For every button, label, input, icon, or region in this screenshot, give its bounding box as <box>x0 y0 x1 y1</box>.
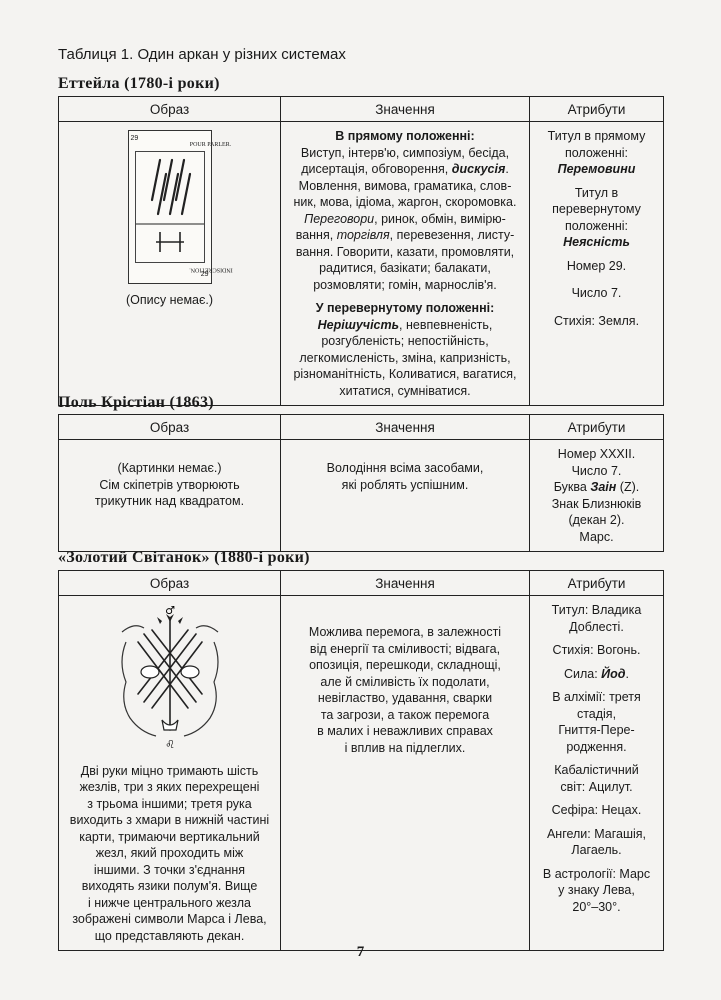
christian-meaning-line: які роблять успішним. <box>341 477 469 492</box>
gd-image-line: жезлів, три з яких перехрещені <box>79 780 260 794</box>
golden-dawn-card-image <box>112 602 228 752</box>
section-title-etteilla: Еттейла (1780-і роки) <box>58 75 220 92</box>
upright-heading: В прямому положенні: <box>335 129 475 143</box>
attr-number: Номер XXXII. <box>557 447 636 461</box>
attr-title-reversed-label: Титул в перевернутому положенні: <box>552 185 641 233</box>
attr-force: Сила: Йод. <box>563 666 630 681</box>
christian-table <box>58 414 664 552</box>
gd-image-line: з трьома іншими; третя рука <box>87 796 252 811</box>
mars-symbol: ♂ <box>164 604 175 617</box>
attr-title: Титул: Владика <box>551 603 642 617</box>
section-title-christian: Поль Крістіан (1863) <box>58 394 214 411</box>
page-title: Таблиця 1. Один аркан у різних системах <box>58 46 346 63</box>
gd-meaning-line: та загрози, а також перемога <box>320 707 490 722</box>
reversed-heading: У перевернутому положенні: <box>315 301 495 315</box>
section-title-golden-dawn: «Золотий Світанок» (1880-і роки) <box>58 549 310 566</box>
gd-image-line: жезл, який проходить між <box>95 846 244 860</box>
col-header-attributes: Атрибути <box>530 97 664 122</box>
reversed-line: хитатися, сумніватися. <box>339 383 471 398</box>
attr-alchemy: стадія, <box>576 706 617 721</box>
col-header-image: Образ <box>59 97 281 122</box>
gd-meaning-line: від енергії та сміливості; відвага, <box>309 641 501 656</box>
page-number: 7 <box>356 944 365 960</box>
gd-image-line: карти, тримаючи вертикальний <box>79 829 260 844</box>
christian-image-line: трикутник над квадратом. <box>94 494 245 508</box>
attr-astrology: В астрології: Марс <box>542 866 651 881</box>
upright-line: Виступ, інтерв'ю, симпозіум, бесіда, <box>300 145 510 160</box>
attr-sephira: Сефіра: Нецах. <box>551 803 642 817</box>
gd-meaning-line: але й сміливість їх подолати, <box>320 674 490 689</box>
upright-line: вання, торгівля, перевезення, листу- <box>295 228 515 242</box>
attr-number: Номер 29. <box>566 258 627 273</box>
christian-meaning-line: Володіння всіма засобами, <box>326 461 484 475</box>
etteilla-image-caption: (Опису немає.) <box>125 293 214 307</box>
attr-kabbalah: Кабалістичний <box>554 763 639 777</box>
reversed-line: легкомисленість, зміна, капризність, <box>299 350 511 365</box>
gd-image-line: і нижче центрального жезла <box>87 895 252 910</box>
attr-sign: Знак Близнюків <box>551 496 642 511</box>
attr-alchemy: Гниття-Пере- <box>558 723 635 737</box>
upright-line: вання. Говорити, казати, промовляти, <box>295 244 515 259</box>
attr-angels: Ангели: Магашія, <box>546 826 647 841</box>
col-header-meaning: Значення <box>281 571 530 596</box>
upright-line: розмовляти; гомін, марнослів'я. <box>313 277 497 292</box>
attr-digit: Число 7. <box>571 286 622 300</box>
christian-attributes-cell <box>530 440 664 552</box>
wands-illustration <box>136 152 204 262</box>
christian-image-line: (Картинки немає.) <box>117 461 222 475</box>
attr-title-upright-label: Титул в прямому положенні: <box>547 129 646 160</box>
upright-line: Переговори, ринок, обмін, вимірю- <box>304 211 506 226</box>
reversed-line: розгубленість; непостійність, <box>321 334 489 348</box>
leo-symbol: ♌ <box>164 738 175 751</box>
attr-planet: Марс. <box>579 529 614 544</box>
upright-line: радитися, базікати; балакати, <box>319 261 491 275</box>
col-header-meaning: Значення <box>281 97 530 122</box>
attr-astrology: 20°–30°. <box>572 899 621 914</box>
gd-image-line: зображені символи Марса і Лева, <box>72 912 267 926</box>
etteilla-table <box>58 96 664 406</box>
attr-alchemy: родження. <box>566 739 627 754</box>
card-bottom-label: INDISCRETION. <box>188 266 233 272</box>
attr-alchemy: В алхімії: третя <box>552 690 641 704</box>
attr-letter: Буква Заін (Z). <box>553 480 640 494</box>
gd-image-line: іншими. З точки з'єднання <box>93 862 246 877</box>
gd-image-line: що представляють декан. <box>94 928 245 943</box>
etteilla-meaning-cell <box>281 122 530 406</box>
card-top-label: POUR PARLER. <box>189 142 232 148</box>
gd-meaning-line: опозиція, перешкоди, складнощі, <box>309 658 501 672</box>
etteilla-card-image <box>128 130 233 284</box>
col-header-attributes: Атрибути <box>530 415 664 440</box>
christian-meaning-cell <box>281 440 530 552</box>
attr-sign: (декан 2). <box>568 513 625 527</box>
etteilla-attributes-cell <box>530 122 664 406</box>
reversed-line: різноманітність, Коливатися, вагатися, <box>293 367 517 381</box>
gd-meaning-line: в малих і неважливих справах <box>317 724 493 738</box>
upright-line: дисертація, обговорення, дискусія. <box>301 162 509 176</box>
card-number-top: 29 <box>130 135 139 142</box>
gd-meaning-line: Можлива перемога, в залежності <box>308 625 502 639</box>
gd-image-line: виходять язики полум'я. Вище <box>81 879 258 893</box>
golden-dawn-attributes-cell <box>530 596 664 951</box>
gd-image-line: Дві руки міцно тримають шість <box>80 763 259 778</box>
col-header-image: Образ <box>59 571 281 596</box>
col-header-meaning: Значення <box>281 415 530 440</box>
upright-line: Мовлення, вимова, граматика, слов- <box>298 178 512 193</box>
attr-element: Стихія: Вогонь. <box>552 643 641 657</box>
reversed-line: Нерішучість, невпевненість, <box>317 317 493 332</box>
attr-digit: Число 7. <box>571 463 622 478</box>
gd-meaning-line: невігластво, удавання, сварки <box>317 691 493 705</box>
golden-dawn-image-cell <box>59 596 281 951</box>
attr-element: Стихія: Земля. <box>553 313 640 328</box>
attr-angels: Лагаель. <box>571 843 622 857</box>
attr-kabbalah: світ: Ацилут. <box>560 779 633 794</box>
christian-image-cell <box>59 440 281 552</box>
col-header-image: Образ <box>59 415 281 440</box>
attr-title-reversed: Неясність <box>563 235 630 249</box>
golden-dawn-meaning-cell <box>281 596 530 951</box>
attr-astrology: у знаку Лева, <box>558 883 635 897</box>
card-number-bottom: 29 <box>200 270 209 278</box>
christian-image-line: Сім скіпетрів утворюють <box>99 477 240 492</box>
golden-dawn-table <box>58 570 664 951</box>
gd-meaning-line: і вплив на підлеглих. <box>344 740 466 755</box>
gd-image-line: виходить з хмари в нижній частині <box>69 813 270 827</box>
attr-title-upright: Перемовини <box>557 162 636 176</box>
col-header-attributes: Атрибути <box>530 571 664 596</box>
attr-title: Доблесті. <box>569 619 624 634</box>
etteilla-image-cell <box>59 122 281 406</box>
upright-line: ник, мова, ідіома, жаргон, скоромовка. <box>293 195 517 209</box>
